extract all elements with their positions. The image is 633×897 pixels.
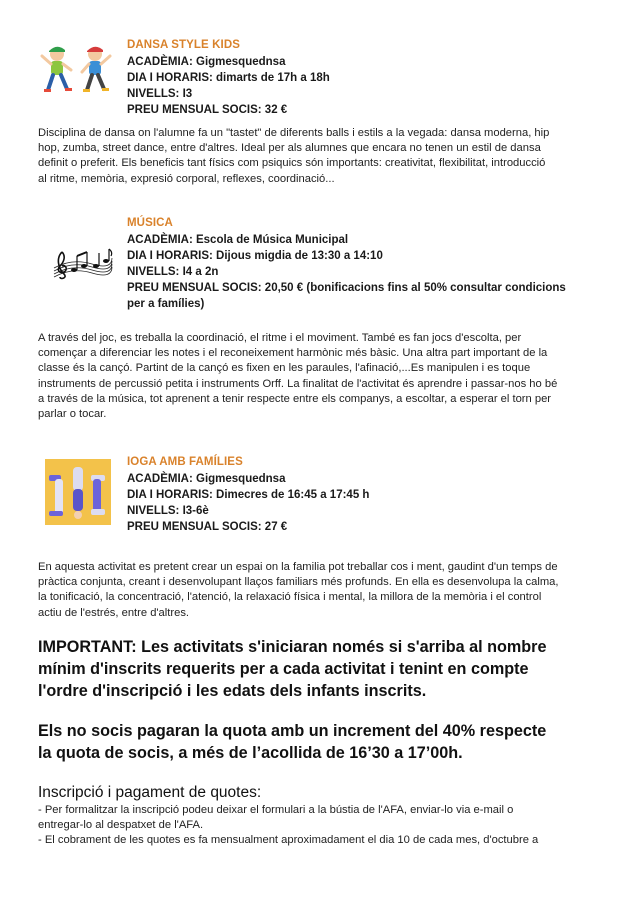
preu-line: PREU MENSUAL SOCIS: 32 € — [127, 104, 288, 116]
inscripcio-title: Inscripció i pagament de quotes: — [38, 784, 262, 801]
inscripcio-line: entregar-lo al despatxet de l'AFA. — [38, 819, 204, 832]
no-socis-line: la quota de socis, a més de l’acollida de 16’30 a 17’00h. — [38, 744, 463, 762]
activity-title: IOGA AMB FAMÍLIES — [127, 456, 243, 468]
inscripcio-line: - Per formalitzar la inscripció podeu deixar el formulari a la bústia de l'AFA, enviar-lo via e-mail o — [38, 804, 514, 816]
desc-line: hop, zumba, street dance, entre d'altres. Ideal per als alumnes que encara no tenen un estil de dansa — [38, 142, 541, 155]
desc-line: a través de la música, tot aprenent a tenir respecte entre els companys, a escoltar, a esperar el torn per — [38, 392, 552, 405]
desc-line: definit o preferit. Els beneficis tant físics com psiquics són importants: creativitat, flexibilitat, introducció — [38, 157, 546, 170]
no-socis-notice — [38, 720, 598, 764]
desc-line: pràctica conjunta, creant i desenvolupant llaços familiars més profunds. En ella es desenvolupa la calma, — [38, 576, 559, 589]
important-line: mínim d'inscrits requerits per a cada activitat i tenint en compte — [38, 660, 529, 678]
music-notes-image — [52, 244, 114, 282]
desc-line: actiu de l'estrés, entre d'altres. — [38, 606, 190, 619]
horaris-line: DIA I HORARIS: Dimecres de 16:45 a 17:45 h — [127, 489, 370, 501]
desc-line: Disciplina de dansa on l'alumne fa un "tastet" de diferents balls i estils a la vegada: dansa moderna, hip — [38, 127, 550, 139]
important-line: IMPORTANT: Les activitats s'iniciaran només si s'arriba al nombre — [38, 638, 547, 656]
desc-line: classe és la cançó. Partint de la cançó es fixen en les paraules, l'afinació,...Es manipulen i es toque — [38, 362, 531, 375]
activity-info — [127, 216, 587, 312]
desc-line: començar a diferenciar les notes i el reconeixement harmònic més bàsic. Una altra part important de la — [38, 347, 548, 360]
inscripcio-line: - El cobrament de les quotes es fa mensualment aproximadament el dia 10 de cada mes, d'octubre a — [38, 834, 539, 847]
no-socis-line: Els no socis pagaran la quota amb un increment del 40% respecte — [38, 722, 547, 740]
dance-kids-image — [40, 42, 115, 98]
preu-line: PREU MENSUAL SOCIS: 27 € — [127, 521, 288, 533]
desc-line: al ritme, memòria, expresió corporal, reflexes, coordinació... — [38, 172, 335, 185]
activity-description — [38, 126, 593, 187]
activity-info — [127, 38, 587, 118]
desc-line: A través del joc, es treballa la coordinació, el ritme i el moviment. També es fan jocs d'escolta, per — [38, 332, 522, 344]
activity-info — [127, 455, 587, 535]
nivells-line: NIVELLS: I4 a 2n — [127, 266, 219, 278]
desc-line: instruments de percussió petita i instruments Orff. La finalitat de l'activitat és aprendre i passar-nos ho bé — [38, 377, 558, 390]
activity-description — [38, 331, 593, 422]
academia-line: ACADÈMIA: Escola de Música Municipal — [127, 234, 349, 246]
important-notice — [38, 636, 598, 702]
yoga-family-image — [45, 459, 111, 525]
preu-line: PREU MENSUAL SOCIS: 20,50 € (bonificacions fins al 50% consultar condicions — [127, 282, 566, 294]
desc-line: En aquesta activitat es pretent crear un espai on la familia pot treballar cos i ment, gaudint d'un temps de — [38, 561, 558, 573]
inscripcio-lines — [38, 803, 598, 849]
preu-line-cont: per a famílies) — [127, 298, 205, 310]
important-line: l'ordre d'inscripció i les edats dels infants inscrits. — [38, 682, 427, 700]
academia-line: ACADÈMIA: Gigmesquednsa — [127, 473, 286, 485]
desc-line: la tonificació, la concentració, l'atenció, la relaxació física i mental, la millora de la memòria i el control — [38, 591, 542, 604]
nivells-line: NIVELLS: I3-6è — [127, 505, 209, 517]
activity-title: MÚSICA — [127, 217, 173, 229]
nivells-line: NIVELLS: I3 — [127, 88, 193, 100]
desc-line: parlar o tocar. — [38, 408, 107, 421]
horaris-line: DIA I HORARIS: Dijous migdia de 13:30 a 14:10 — [127, 250, 383, 262]
academia-line: ACADÈMIA: Gigmesquednsa — [127, 56, 286, 68]
horaris-line: DIA I HORARIS: dimarts de 17h a 18h — [127, 72, 330, 84]
activity-description — [38, 560, 593, 621]
activity-title: DANSA STYLE KIDS — [127, 39, 240, 51]
